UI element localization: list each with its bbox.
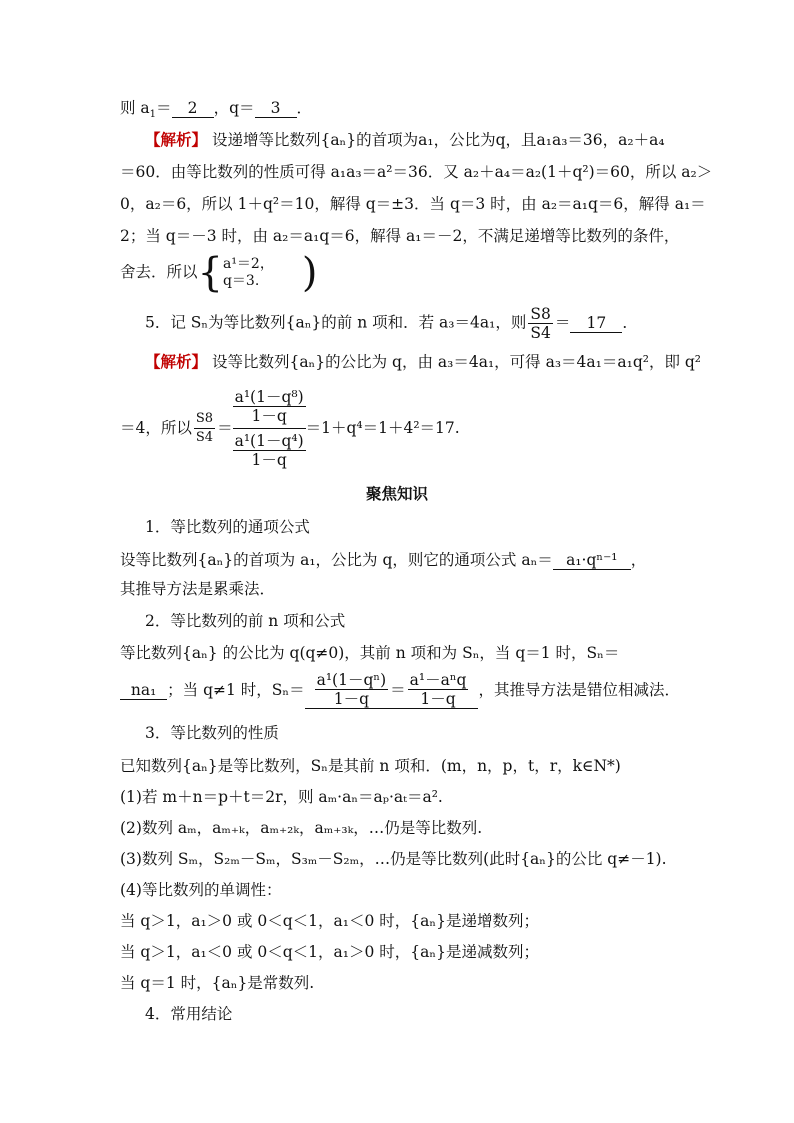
knowledge-3-line-4: (3)数列 Sₘ，S₂ₘ－Sₘ，S₃ₘ－S₂ₘ，…仍是等比数列(此时{aₙ}的公比 q≠－1). [120, 850, 667, 868]
knowledge-1-line-2: 其推导方法是累乘法． [120, 580, 276, 598]
knowledge-1-title: 1．等比数列的通项公式 [145, 518, 310, 536]
solution-4-conclusion: 舍去．所以 { a¹＝2， q＝3. ) [120, 250, 318, 296]
knowledge-3-line-3: (2)数列 aₘ，aₘ₊ₖ，aₘ₊₂ₖ，aₘ₊₃ₖ，…仍是等比数列. [120, 819, 483, 837]
knowledge-3-line-6: 当 q＞1，a₁＞0 或 0＜q＜1，a₁＜0 时，{aₙ}是递增数列； [120, 912, 539, 930]
s8-over-s4: $\frac{S8}{S4}$ [530, 305, 551, 342]
solution-4-line-2: ＝60．由等比数列的性质可得 a₁a₃＝a²＝36．又 a₂＋a₄＝a₂(1＋q²)＝60，所以 a₂＞ [120, 163, 713, 181]
solution-4-line-1: 【解析】 设递增等比数列{aₙ}的首项为a₁，公比为q，且a₁a₃＝36，a₂＋a₄ [145, 131, 665, 149]
solution-5-line-2: ＝4，所以 $\frac{S8}{S4}$ ＝ $\frac{\text{a¹(1－q⁸)}}{1-q}$ $\frac{\text{a¹(1－q⁴)}}{1-q}$ ＝1＋q⁴＝1＋4²＝17. [120, 387, 460, 469]
answer-blank-a1: 2 [172, 99, 214, 118]
knowledge-3-line-8: 当 q＝1 时，{aₙ}是常数列. [120, 974, 315, 992]
analysis-tag: 【解析】 [145, 353, 208, 371]
answer-blank-q: 3 [255, 99, 297, 118]
answer-blank-5: 17 [570, 314, 622, 333]
knowledge-2-line-1: 等比数列{aₙ} 的公比为 q(q≠0)，其前 n 项和为 Sₙ，当 q＝1 时，Sₙ＝ [120, 644, 620, 662]
answer-line-4: 则 $a_1= 2$ ，q＝ 3 ． [120, 99, 313, 121]
answer-blank-sum-q1: na₁ [120, 681, 167, 700]
knowledge-3-title: 3．等比数列的性质 [145, 724, 279, 742]
answer-blank-general-term: a₁·qⁿ⁻¹ [553, 551, 631, 570]
knowledge-3-line-2: (1)若 m＋n＝p＋t＝2r，则 aₘ·aₙ＝aₚ·aₜ＝a². [120, 788, 443, 806]
knowledge-3-line-1: 已知数列{aₙ}是等比数列，Sₙ是其前 n 项和．(m，n，p，t，r，k∈N*) [120, 757, 621, 775]
knowledge-2-title: 2．等比数列的前 n 项和公式 [145, 612, 346, 630]
solution-4-line-4: 2；当 q＝－3 时，由 a₂＝a₁q＝6，解得 a₁＝－2，不满足递增等比数列的条件， [120, 227, 680, 245]
knowledge-3-line-5: (4)等比数列的单调性： [120, 881, 282, 899]
analysis-tag: 【解析】 [145, 131, 208, 149]
compound-fraction: $\frac{\text{a¹(1－q⁸)}}{1-q}$ $\frac{\text{a¹(1－q⁴)}}{1-q}$ [234, 387, 304, 469]
knowledge-3-line-7: 当 q＞1，a₁＜0 或 0＜q＜1，a₁＞0 时，{aₙ}是递减数列； [120, 943, 539, 961]
solution-5-line-1: 【解析】 设等比数列{aₙ}的公比为 q，由 a₃＝4a₁，可得 a₃＝4a₁＝a₁q²，即 q² [145, 353, 702, 371]
section-heading: 聚焦知识 [365, 485, 428, 503]
system-brace: { a¹＝2， q＝3. ) [197, 250, 318, 296]
knowledge-1-line-1: 设等比数列{aₙ}的首项为 a₁，公比为 q，则它的通项公式 aₙ＝ a₁·qⁿ⁻¹ ， [120, 551, 647, 569]
knowledge-2-line-2: na₁ ；当 q≠1 时，Sₙ＝ $\frac{\text{a¹(1－qⁿ)}}{1-q}$ ＝ $\frac{\text{a¹－aⁿq}}{1-q}$ ，其推导方法是错位相减法． [120, 668, 680, 712]
solution-4-line-3: 0，a₂＝6，所以 1＋q²＝10，解得 q＝±3．当 q＝3 时，由 a₂＝a₁q＝6，解得 a₁＝ [120, 195, 706, 213]
question-5: 5．记 Sₙ为等比数列{aₙ}的前 n 项和．若 a₃＝4a₁，则 $\frac{S8}{S4}$ ＝ 17 ． [145, 305, 638, 342]
answer-blank-sum-formula: $\frac{\text{a¹(1－qⁿ)}}{1-q}$ ＝ $\frac{\text{a¹－aⁿq}}{1-q}$ [305, 671, 479, 709]
knowledge-4-title: 4．常用结论 [145, 1005, 233, 1023]
